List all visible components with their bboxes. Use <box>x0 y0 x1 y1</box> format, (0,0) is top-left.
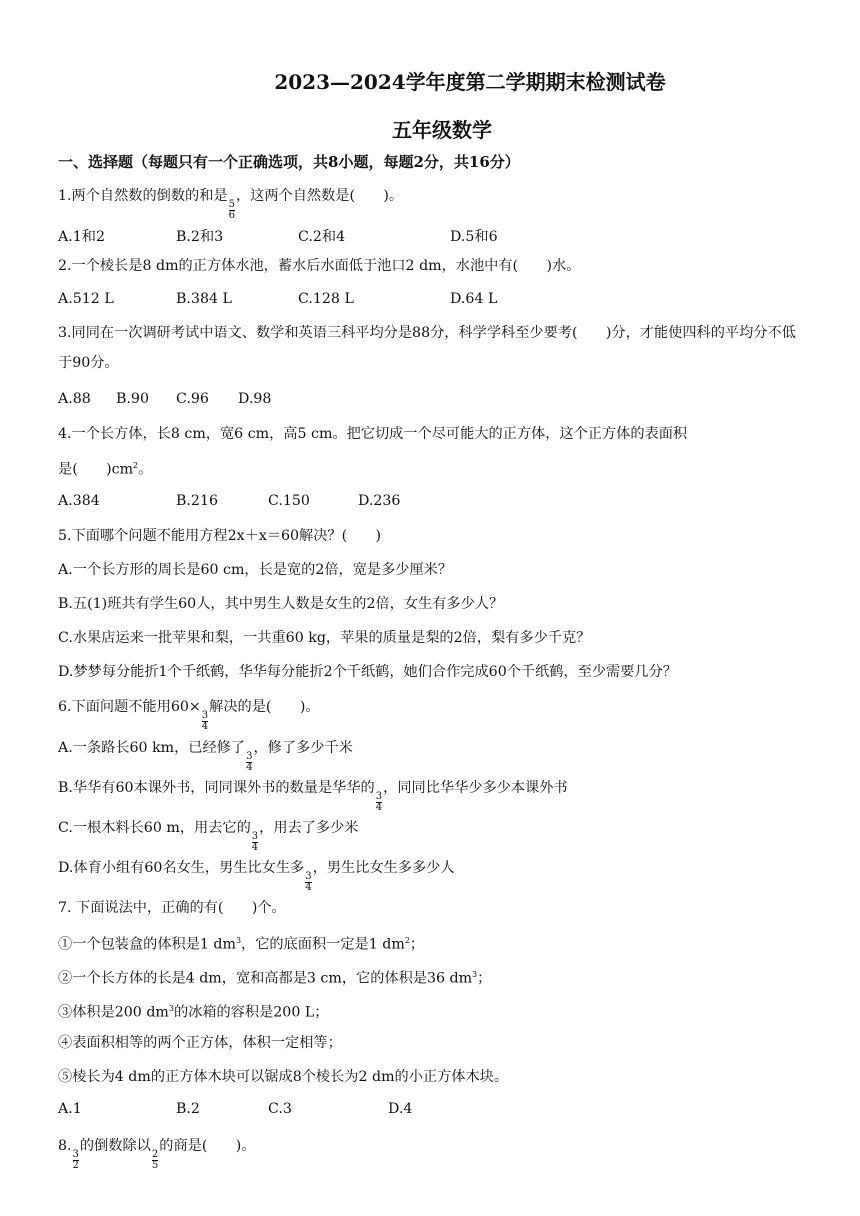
option-b[interactable]: B.216 <box>176 493 219 509</box>
superscript: 2 <box>404 936 410 945</box>
question-8 <box>58 1136 808 1171</box>
fraction <box>376 792 382 813</box>
q5-option-a[interactable]: A.一个长方形的周长是60 cm，长是宽的2倍，宽是多少厘米？ <box>58 562 453 578</box>
question-7: 7. 下面说法中，正确的有( )个。 <box>58 900 286 916</box>
exam-subtitle: 五年级数学 <box>392 118 492 142</box>
superscript: 3 <box>168 1004 174 1013</box>
denominator: 6 <box>228 210 235 221</box>
option-d[interactable]: D.4 <box>388 1101 413 1117</box>
numerator: 2 <box>151 1149 159 1160</box>
q4-text-end: 。 <box>138 461 153 478</box>
question-3: 3.同同在一次调研考试中语文、数学和英语三科平均分是88分，科学学科至少要考( )分，才能使四科的平均分不低于90分。 <box>58 325 796 371</box>
option-text: B.华华有60本课外书，同同课外书的数量是华华的 <box>58 780 375 796</box>
statement-text: ①一个包装盒的体积是1 dm <box>58 936 236 953</box>
question-6 <box>58 697 808 732</box>
q8-text-end: 的商是( )。 <box>159 1138 256 1154</box>
fraction <box>252 832 258 853</box>
option-d[interactable]: D.64 L <box>450 291 498 307</box>
q7-statement-4: ④表面积相等的两个正方体，体积一定相等； <box>58 1035 342 1051</box>
option-c[interactable]: C.2和4 <box>298 229 346 245</box>
option-text-end: ，修了多少千米 <box>253 740 353 756</box>
option-b[interactable]: B.90 <box>116 391 149 407</box>
option-a[interactable]: A.384 <box>58 493 100 509</box>
q7-statement-2 <box>58 965 808 989</box>
fraction <box>152 1150 158 1171</box>
denominator: 2 <box>72 1160 79 1171</box>
exam-title: 2023—2024学年度第二学期期末检测试卷 <box>274 70 666 94</box>
q1-text: 1.两个自然数的倒数的和是 <box>58 188 228 204</box>
option-b[interactable]: B.2 <box>176 1101 200 1117</box>
fraction <box>202 711 208 732</box>
question-4-cont <box>58 456 808 480</box>
superscript: 3 <box>472 970 478 979</box>
denominator: 4 <box>375 802 383 813</box>
q7-statement-3 <box>58 999 808 1023</box>
option-a[interactable]: A.512 L <box>58 291 114 307</box>
numerator: 3 <box>246 751 253 762</box>
q7-statement-1 <box>58 931 808 955</box>
fraction <box>305 872 311 893</box>
option-c[interactable]: C.128 L <box>298 291 354 307</box>
q6-option-c[interactable] <box>58 818 808 853</box>
denominator: 4 <box>305 882 312 893</box>
option-text-end: ，男生比女生多多少人 <box>312 860 455 876</box>
fraction <box>73 1150 79 1171</box>
q8-text: 的倒数除以 <box>79 1138 151 1154</box>
statement-text: ②一个长方体的长是4 dm，宽和高都是3 cm，它的体积是36 dm <box>58 970 473 987</box>
question-1 <box>58 186 808 221</box>
option-c[interactable]: C.150 <box>268 493 310 509</box>
denominator: 4 <box>251 842 259 853</box>
numerator: 5 <box>228 199 235 210</box>
statement-text: ； <box>477 970 492 987</box>
option-b[interactable]: B.2和3 <box>176 229 224 245</box>
numerator: 3 <box>72 1149 79 1160</box>
option-text-end: ，用去了多少米 <box>259 820 359 836</box>
option-c[interactable]: C.96 <box>176 391 209 407</box>
superscript: 2 <box>133 461 139 470</box>
question-5: 5.下面哪个问题不能用方程2x＋x＝60解决？( ) <box>58 528 382 544</box>
q6-option-a[interactable] <box>58 738 808 773</box>
q5-option-b[interactable]: B.五(1)班共有学生60人，其中男生人数是女生的2倍，女生有多少人？ <box>58 596 504 612</box>
option-d[interactable]: D.98 <box>238 391 272 407</box>
numerator: 3 <box>201 710 209 721</box>
superscript: 3 <box>235 936 242 945</box>
option-a[interactable]: A.1和2 <box>58 229 105 245</box>
q4-text: 是( )cm <box>58 461 134 478</box>
q5-option-d[interactable]: D.梦梦每分能折1个千纸鹤，华华每分能折2个千纸鹤，她们合作完成60个千纸鹤，至少需要几分？ <box>58 664 677 680</box>
question-4: 4.一个长方体，长8 cm，宽6 cm，高5 cm。把它切成一个尽可能大的正方体，这个正方体的表面积 <box>58 426 688 442</box>
denominator: 4 <box>201 721 209 732</box>
q6-text: 6.下面问题不能用60× <box>58 699 201 715</box>
option-a[interactable]: A.1 <box>58 1101 82 1117</box>
statement-text: ； <box>409 936 425 953</box>
denominator: 4 <box>246 762 253 773</box>
numerator: 3 <box>305 871 312 882</box>
q5-option-c[interactable]: C.水果店运来一批苹果和梨，一共重60 kg，苹果的质量是梨的2倍，梨有多少千克？ <box>58 630 591 646</box>
option-d[interactable]: D.5和6 <box>450 229 498 245</box>
option-a[interactable]: A.88 <box>58 391 91 407</box>
option-text: C.一根木料长60 m，用去它的 <box>58 820 251 836</box>
option-text: D.体育小组有60名女生，男生比女生多 <box>58 860 305 876</box>
q6-option-b[interactable] <box>58 778 808 813</box>
denominator: 5 <box>151 1160 159 1171</box>
q1-text-end: ，这两个自然数是( )。 <box>235 188 404 204</box>
option-c[interactable]: C.3 <box>268 1101 292 1117</box>
section-heading: 一、选择题（每题只有一个正确选项，共8小题，每题2分，共16分） <box>58 153 520 171</box>
fraction <box>246 752 252 773</box>
q6-text-end: 解决的是( )。 <box>209 699 320 715</box>
question-2: 2.一个棱长是8 dm的正方体水池，蓄水后水面低于池口2 dm，水池中有( )水。 <box>58 258 581 274</box>
option-text: A.一条路长60 km，已经修了 <box>58 740 246 756</box>
numerator: 3 <box>375 791 383 802</box>
numerator: 3 <box>251 831 259 842</box>
statement-text: 的冰箱的容积是200 L； <box>173 1004 329 1021</box>
statement-text: ，它的底面积一定是1 dm <box>241 936 405 953</box>
q6-option-d[interactable] <box>58 858 808 893</box>
statement-text: ③体积是200 dm <box>58 1004 169 1021</box>
option-d[interactable]: D.236 <box>358 493 401 509</box>
q7-statement-5: ⑤棱长为4 dm的正方体木块可以锯成8个棱长为2 dm的小正方体木块。 <box>58 1069 509 1085</box>
option-text-end: ，同同比华华少多少本课外书 <box>383 780 568 796</box>
fraction <box>229 200 235 221</box>
q8-number: 8. <box>58 1138 72 1154</box>
option-b[interactable]: B.384 L <box>176 291 232 307</box>
